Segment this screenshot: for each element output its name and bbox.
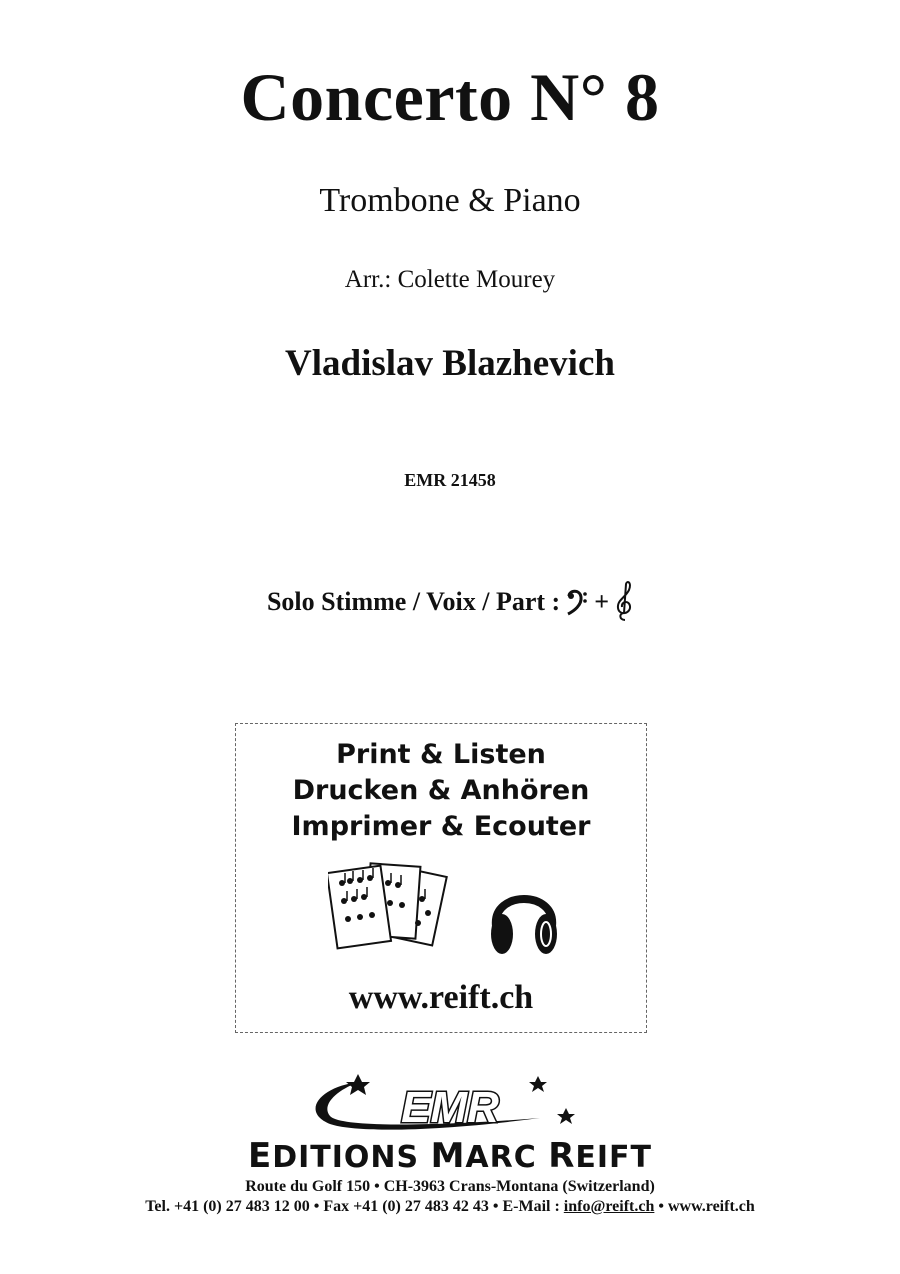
part-line bbox=[0, 580, 900, 624]
catalog-number: EMR 21458 bbox=[404, 470, 496, 490]
print-listen-box bbox=[235, 723, 647, 1033]
emr-logo bbox=[300, 1072, 600, 1134]
email-link[interactable]: info@reift.ch bbox=[563, 1198, 655, 1215]
logo-text: EMR bbox=[401, 1083, 499, 1132]
composer: Vladislav Blazhevich bbox=[285, 343, 615, 384]
promo-line-german: Drucken & Anhören bbox=[292, 775, 590, 806]
publisher-address: Route du Golf 150 • CH-3963 Crans-Montana (Switzerland) bbox=[245, 1178, 655, 1195]
instrumentation: Trombone & Piano bbox=[319, 182, 581, 219]
treble-clef-icon bbox=[615, 580, 633, 624]
headphones-icon bbox=[488, 876, 560, 960]
contact-suffix[interactable]: • www.reift.ch bbox=[654, 1198, 755, 1215]
arranger: Arr.: Colette Mourey bbox=[344, 266, 556, 293]
promo-line-french: Imprimer & Ecouter bbox=[291, 811, 591, 842]
publisher-name: EDITIONS MARC REIFT bbox=[247, 1136, 653, 1176]
page-title: Concerto N° 8 bbox=[240, 59, 660, 135]
promo-url[interactable]: www.reift.ch bbox=[348, 979, 534, 1016]
sheet-music-icon bbox=[328, 861, 456, 956]
publisher-contact bbox=[0, 1198, 900, 1216]
part-label: Solo Stimme / Voix / Part : bbox=[266, 587, 561, 616]
bass-clef-icon bbox=[566, 588, 588, 616]
promo-line-english: Print & Listen bbox=[336, 739, 546, 770]
part-plus: + bbox=[594, 587, 610, 616]
contact-prefix: Tel. +41 (0) 27 483 12 00 • Fax +41 (0) 27 483 42 43 • E-Mail : bbox=[145, 1198, 564, 1215]
